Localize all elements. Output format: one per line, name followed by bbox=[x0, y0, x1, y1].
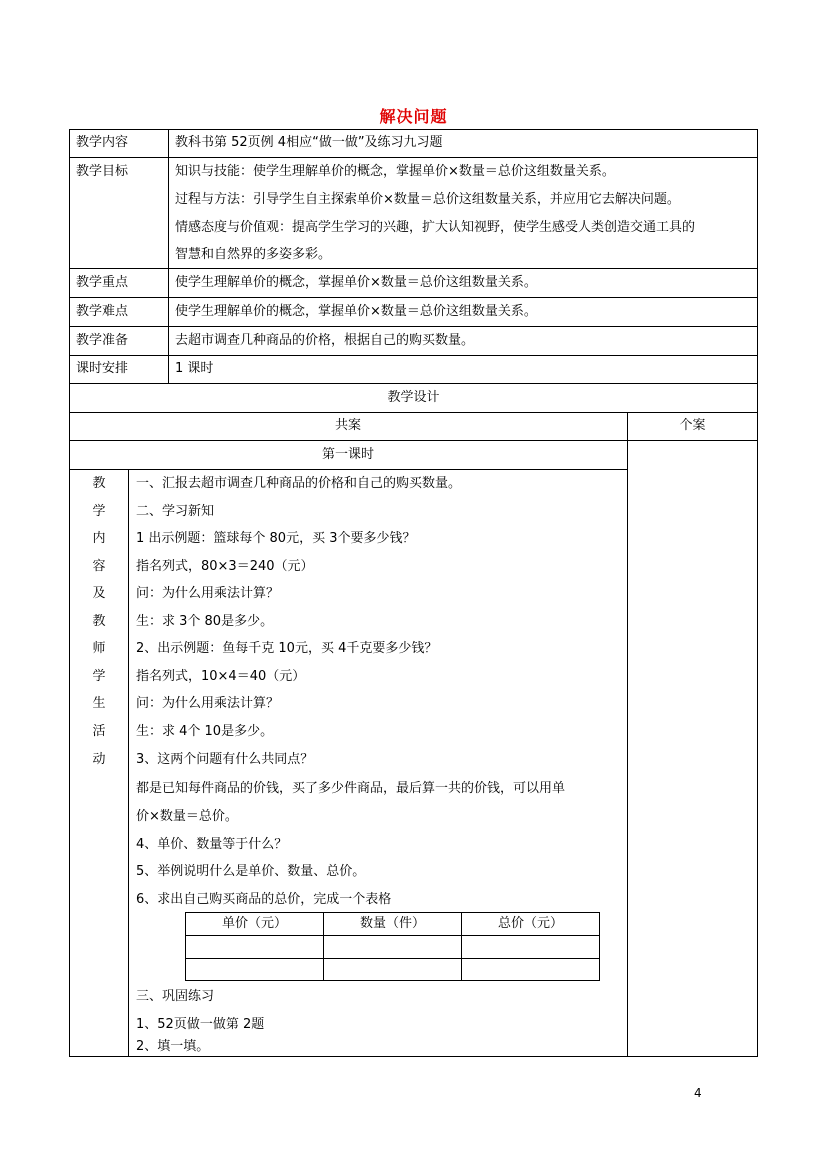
row-value-key-point: 使学生理解单价的概念，掌握单价×数量＝总价这组数量关系。 bbox=[175, 275, 537, 290]
practice-line: 2、填一填。 bbox=[136, 1039, 210, 1054]
side-label-char: 师 bbox=[92, 641, 106, 656]
activity-line: 1 出示例题：篮球每个 80元，买 3个要多少钱？ bbox=[136, 531, 416, 546]
activity-line: 问：为什么用乘法计算？ bbox=[136, 696, 280, 711]
row-divider bbox=[69, 440, 758, 441]
row-divider bbox=[69, 326, 758, 327]
objective-line: 知识与技能：使学生理解单价的概念，掌握单价×数量＝总价这组数量关系。 bbox=[175, 164, 615, 179]
worksheet-row-divider bbox=[186, 935, 599, 936]
document-title: 解决问题 bbox=[379, 107, 448, 126]
activity-line: 6、求出自己购买商品的总价，完成一个表格 bbox=[136, 892, 392, 907]
row-label-key-point: 教学重点 bbox=[76, 275, 129, 290]
price-worksheet-table bbox=[185, 912, 600, 981]
worksheet-header-quantity: 数量（件） bbox=[359, 916, 425, 931]
objective-line: 过程与方法：引导学生自主探索单价×数量＝总价这组数量关系，并应用它去解决问题。 bbox=[175, 192, 680, 207]
activity-line: 二、学习新知 bbox=[136, 504, 215, 519]
activity-line: 5、举例说明什么是单价、数量、总价。 bbox=[136, 864, 366, 879]
column-divider bbox=[168, 129, 169, 383]
row-divider bbox=[69, 297, 758, 298]
activity-line: 价×数量＝总价。 bbox=[136, 809, 238, 824]
row-label-difficulty: 教学难点 bbox=[76, 304, 129, 319]
row-label-objectives: 教学目标 bbox=[76, 164, 129, 179]
row-divider bbox=[69, 355, 758, 356]
row-value-content: 教科书第 52页例 4相应“做一做”及练习九习题 bbox=[175, 135, 443, 150]
row-value-preparation: 去超市调查几种商品的价格，根据自己的购买数量。 bbox=[175, 333, 475, 348]
row-value-schedule: 1 课时 bbox=[175, 361, 214, 376]
side-label-char: 学 bbox=[92, 669, 106, 684]
row-divider bbox=[69, 469, 627, 470]
activity-line: 问：为什么用乘法计算？ bbox=[136, 586, 280, 601]
side-label-char: 活 bbox=[92, 724, 106, 739]
column-divider bbox=[128, 469, 129, 1057]
design-header: 教学设计 bbox=[387, 390, 440, 405]
side-label-char: 学 bbox=[92, 504, 106, 519]
side-label-char: 生 bbox=[92, 696, 106, 711]
row-divider bbox=[69, 412, 758, 413]
worksheet-header-total: 总价（元） bbox=[497, 916, 563, 931]
row-label-schedule: 课时安排 bbox=[76, 361, 129, 376]
side-label-char: 及 bbox=[92, 586, 106, 601]
row-value-difficulty: 使学生理解单价的概念，掌握单价×数量＝总价这组数量关系。 bbox=[175, 304, 537, 319]
activity-line: 4、单价、数量等于什么？ bbox=[136, 837, 288, 852]
activity-line: 都是已知每件商品的价钱，买了多少件商品，最后算一共的价钱，可以用单 bbox=[136, 781, 566, 796]
activity-line: 指名列式，80×3＝240（元） bbox=[136, 559, 314, 574]
shared-plan-header: 共案 bbox=[334, 418, 361, 433]
practice-line: 1、52页做一做第 2题 bbox=[136, 1017, 265, 1032]
activity-line: 生：求 4个 10是多少。 bbox=[136, 724, 274, 739]
side-label-char: 容 bbox=[92, 559, 106, 574]
worksheet-header-unit-price: 单价（元） bbox=[221, 916, 287, 931]
row-label-content: 教学内容 bbox=[76, 135, 129, 150]
activity-line: 一、汇报去超市调查几种商品的价格和自己的购买数量。 bbox=[136, 476, 462, 491]
practice-line: 三、巩固练习 bbox=[136, 989, 215, 1004]
page-number: 4 bbox=[694, 1086, 702, 1100]
side-label-char: 教 bbox=[92, 476, 106, 491]
worksheet-row-divider bbox=[186, 958, 599, 959]
individual-plan-header: 个案 bbox=[679, 418, 706, 433]
activity-line: 指名列式，10×4＝40（元） bbox=[136, 669, 306, 684]
row-divider bbox=[69, 157, 758, 158]
side-label-char: 教 bbox=[92, 614, 106, 629]
objective-line: 情感态度与价值观：提高学生学习的兴趣，扩大认知视野，使学生感受人类创造交通工具的 bbox=[175, 220, 696, 235]
side-label-char: 内 bbox=[92, 531, 106, 546]
row-label-preparation: 教学准备 bbox=[76, 333, 129, 348]
objective-line: 智慧和自然界的多姿多彩。 bbox=[175, 247, 332, 262]
side-label-char: 动 bbox=[92, 752, 106, 767]
row-divider bbox=[69, 383, 758, 384]
activity-line: 2、出示例题：鱼每千克 10元，买 4千克要多少钱？ bbox=[136, 641, 438, 656]
activity-line: 生：求 3个 80是多少。 bbox=[136, 614, 274, 629]
lesson-header: 第一课时 bbox=[321, 447, 374, 462]
column-divider bbox=[627, 412, 628, 1057]
row-divider bbox=[69, 268, 758, 269]
activity-line: 3、这两个问题有什么共同点？ bbox=[136, 752, 314, 767]
